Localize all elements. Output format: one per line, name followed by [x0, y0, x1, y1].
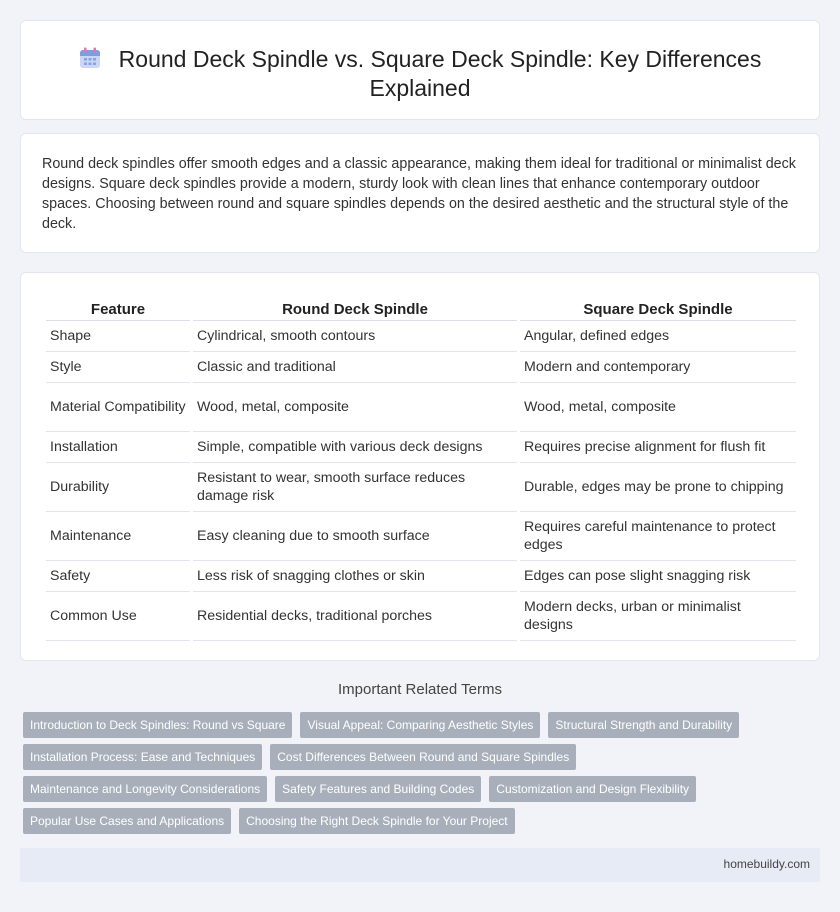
round-cell: Less risk of snagging clothes or skin [193, 561, 517, 592]
related-term-tag[interactable]: Introduction to Deck Spindles: Round vs Square [23, 712, 292, 738]
title-line-2: Explained [369, 75, 471, 101]
footer-site-name: homebuildy.com [723, 857, 810, 871]
feature-cell: Installation [46, 432, 190, 463]
round-cell: Simple, compatible with various deck designs [193, 432, 517, 463]
square-cell: Requires careful maintenance to protect edges [520, 512, 796, 561]
comparison-table [43, 295, 799, 641]
feature-cell: Durability [46, 463, 190, 512]
related-term-tag[interactable]: Customization and Design Flexibility [489, 776, 696, 802]
round-cell: Cylindrical, smooth contours [193, 321, 517, 352]
header-feature: Feature [46, 295, 190, 321]
table-row [46, 383, 796, 432]
square-cell: Modern and contemporary [520, 352, 796, 383]
related-term-tag[interactable]: Maintenance and Longevity Considerations [23, 776, 267, 802]
square-cell: Edges can pose slight snagging risk [520, 561, 796, 592]
related-term-tag[interactable]: Cost Differences Between Round and Square Spindles [270, 744, 576, 770]
related-terms-list [23, 712, 743, 834]
feature-cell: Shape [46, 321, 190, 352]
table-row [46, 592, 796, 641]
table-row [46, 561, 796, 592]
square-cell: Wood, metal, composite [520, 383, 796, 432]
round-cell: Resistant to wear, smooth surface reduces damage risk [193, 463, 517, 512]
square-cell: Requires precise alignment for flush fit [520, 432, 796, 463]
footer-bar [20, 848, 820, 882]
feature-cell: Common Use [46, 592, 190, 641]
related-term-tag[interactable]: Popular Use Cases and Applications [23, 808, 231, 834]
related-term-tag[interactable]: Choosing the Right Deck Spindle for Your Project [239, 808, 515, 834]
round-cell: Residential decks, traditional porches [193, 592, 517, 641]
table-header-row [46, 295, 796, 321]
title-line-1: Round Deck Spindle vs. Square Deck Spindle: Key Differences [118, 46, 762, 72]
page-title [21, 45, 819, 103]
table-row [46, 352, 796, 383]
feature-cell: Style [46, 352, 190, 383]
intro-card [20, 133, 820, 253]
feature-cell: Material Compatibility [46, 383, 190, 432]
round-cell: Classic and traditional [193, 352, 517, 383]
table-row [46, 512, 796, 561]
header-round-deck-spindle: Round Deck Spindle [193, 295, 517, 321]
square-cell: Modern decks, urban or minimalist designs [520, 592, 796, 641]
related-term-tag[interactable]: Safety Features and Building Codes [275, 776, 481, 802]
calendar-icon [79, 47, 101, 69]
related-term-tag[interactable]: Visual Appeal: Comparing Aesthetic Styles [300, 712, 540, 738]
table-row [46, 321, 796, 352]
related-terms-heading: Important Related Terms [338, 681, 502, 698]
related-term-tag[interactable]: Installation Process: Ease and Techniques [23, 744, 262, 770]
header-square-deck-spindle: Square Deck Spindle [520, 295, 796, 321]
round-cell: Easy cleaning due to smooth surface [193, 512, 517, 561]
table-row [46, 432, 796, 463]
feature-cell: Safety [46, 561, 190, 592]
intro-paragraph: Round deck spindles offer smooth edges and a classic appearance, making them ideal for traditional or minimalist deck designs. Square deck spindles provide a modern, sturdy look with clean lines that enhance contemporary outdoor spaces. Choosing between round and square spindles depends on the desired aesthetic and the structural style of the deck. [42, 156, 796, 232]
square-cell: Angular, defined edges [520, 321, 796, 352]
round-cell: Wood, metal, composite [193, 383, 517, 432]
feature-cell: Maintenance [46, 512, 190, 561]
square-cell: Durable, edges may be prone to chipping [520, 463, 796, 512]
comparison-table-card [20, 272, 820, 661]
table-row [46, 463, 796, 512]
related-term-tag[interactable]: Structural Strength and Durability [548, 712, 739, 738]
title-card [20, 20, 820, 120]
